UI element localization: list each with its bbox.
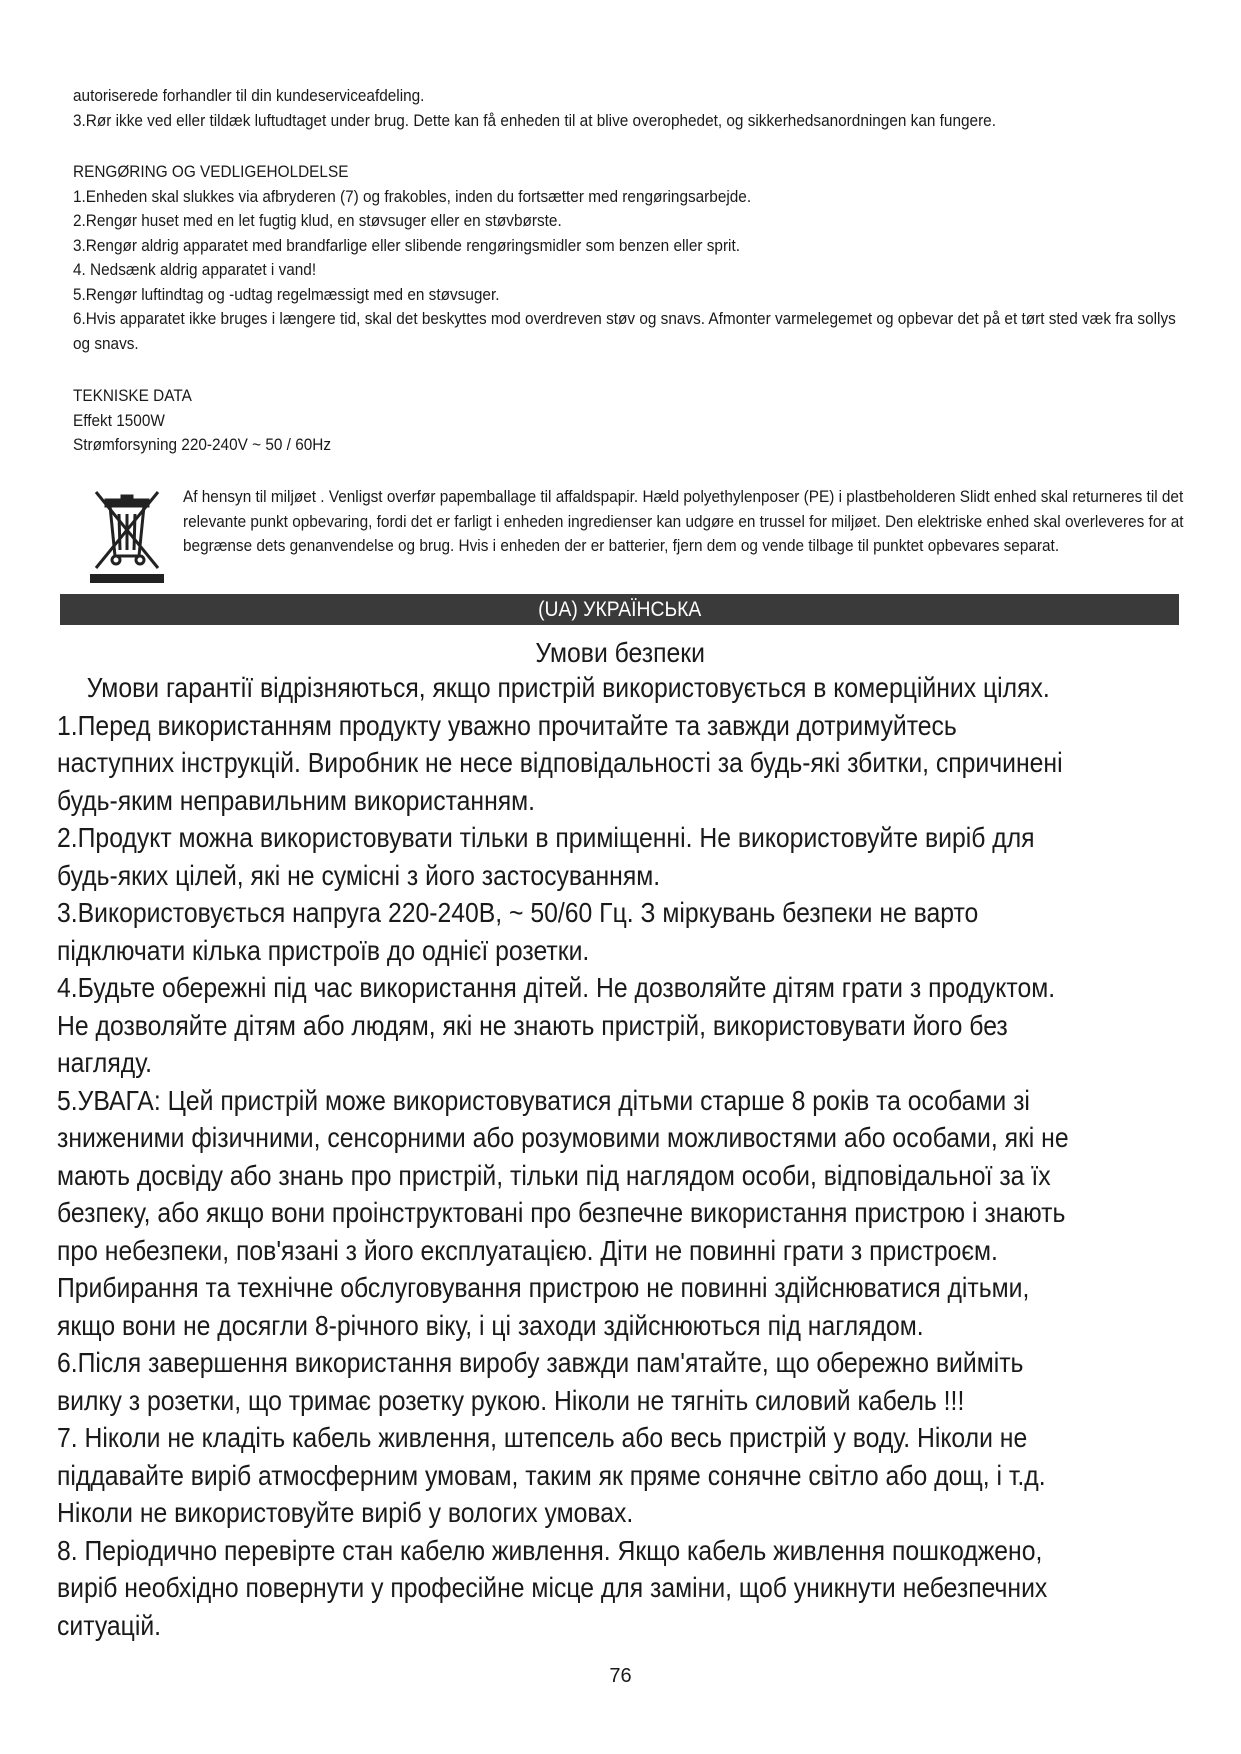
language-section-bar xyxy=(60,594,1179,625)
text-line: 6.Після завершення використання виробу завжди пам'ятайте, що обережно вийміть xyxy=(57,1347,1024,1378)
list-item: 6.Hvis apparatet ikke bruges i længere tid, skal det beskyttes mod overdreven støv og snavs. Afmonter varmelegemet og opbevar det på et tørt sted væk fra sollys og snavs. xyxy=(73,310,1176,353)
text-line: 8. Періодично перевірте стан кабелю живлення. Якщо кабель живлення пошкоджено, xyxy=(57,1534,1043,1566)
text-line: 3.Rør ikke ved eller tildæk luftudtaget under brug. Dette kan få enheden til at blive overophedet, og sikkerhedsanordningen kan fungere. xyxy=(73,111,996,130)
text-line: 1.Перед використанням продукту уважно прочитайте та завжди дотримуйтесь xyxy=(57,709,957,741)
section-heading: TEKNISKE DATA xyxy=(73,387,192,405)
text-line: про небезпеки, пов'язані з його експлуатацією. Діти не повинні грати з пристроєм. xyxy=(57,1234,998,1266)
text-line: якщо вони не досягли 8-річного віку, і ці заходи здійснюються під наглядом. xyxy=(57,1309,924,1341)
supply-value: Strømforsyning 220-240V ~ 50 / 60Hz xyxy=(73,436,332,454)
text-line: безпеку, або якщо вони проінструктовані про безпечне використання пристрою і знають xyxy=(57,1197,1066,1228)
text-line: нагляду. xyxy=(57,1047,152,1078)
language-label: (UA) УКРАЇНСЬКА xyxy=(537,598,702,621)
cleaning-section xyxy=(73,160,1241,356)
top-continuation xyxy=(73,84,1183,133)
text-line: піддавайте виріб атмосферним умовам, таким як пряме сонячне світло або дощ, і т.д. xyxy=(57,1459,1046,1491)
text-line: autoriserede forhandler til din kundeserviceafdeling. xyxy=(73,87,425,105)
page-title: Умови безпеки xyxy=(535,637,706,668)
text-line: мають досвіду або знань про пристрій, тільки під наглядом особи, відповідальної за їх xyxy=(57,1159,1051,1191)
text-line: Умови гарантії відрізняються, якщо пристрій використовується в комерційних цілях. xyxy=(86,672,1050,703)
text-line: 4.Будьте обережні під час використання дітей. Не дозволяйте дітям грати з продуктом. xyxy=(57,972,1056,1003)
text-line: виріб необхідно повернути у професійне місце для заміни, щоб уникнути небезпечних xyxy=(57,1572,1048,1603)
text-line: 3.Використовується напруга 220-240В, ~ 50/60 Гц. З міркувань безпеки не варто xyxy=(57,897,979,928)
text-line: зниженими фізичними, сенсорними або розумовими можливостями або особами, які не xyxy=(57,1122,1069,1153)
list-item: 1.Enheden skal slukkes via afbryderen (7) og frakobles, inden du fortsætter med rengøringsarbejde. xyxy=(73,187,752,206)
technical-data-section xyxy=(73,384,350,458)
text-line: наступних інструкцій. Виробник не несе відповідальності за будь-які збитки, спричинені xyxy=(57,747,1063,778)
text-line: 2.Продукт можна використовувати тільки в приміщенні. Не використовуйте виріб для xyxy=(57,822,1035,853)
list-item: 3.Rengør aldrig apparatet med brandfarlige eller slibende rengøringsmidler som benzen eller sprit. xyxy=(73,236,740,255)
text-line: 5.УВАГА: Цей пристрій може використовуватися дітьми старше 8 років та особами зі xyxy=(57,1084,1030,1116)
text-line: будь-яким неправильним використанням. xyxy=(57,784,536,816)
safety-text xyxy=(57,669,1241,1644)
page-number: 76 xyxy=(609,1665,632,1687)
text-line: будь-яких цілей, які не сумісні з його застосуванням. xyxy=(57,859,661,891)
text-line: Не дозволяйте дітям або людям, які не знають пристрій, використовувати його без xyxy=(57,1009,1008,1041)
environment-notice xyxy=(183,485,1241,559)
text-line: вилку з розетки, що тримає розетку рукою. Ніколи не тягніть силовий кабель !!! xyxy=(57,1384,965,1416)
power-value: Effekt 1500W xyxy=(73,411,165,430)
list-item: 4. Nedsænk aldrig apparatet i vand! xyxy=(73,261,317,279)
notice-text: Af hensyn til miljøet . Venligst overfør papemballage til affaldspapir. Hæld polyethylenposer (PE) i plastbeholderen Slidt enhed skal returneres til det relevante punkt opbevaring, fordi det er farligt i enheden ingredienser kan udgøre en trussel for miljøet. Den elektriske enhed skal overleveres for at begrænse dets genanvendelse og brug. Hvis i enheden der er batterier, fjern dem og vende tilbage til punktet opbevares separat. xyxy=(183,488,1184,555)
text-line: підключати кілька пристроїв до однієї розетки. xyxy=(57,934,590,966)
text-line: ситуацій. xyxy=(57,1609,162,1641)
text-line: Ніколи не використовуйте виріб у вологих умовах. xyxy=(57,1497,634,1528)
section-title xyxy=(0,634,1241,672)
list-item: 2.Rengør huset med en let fugtig klud, en støvsuger eller en støvbørste. xyxy=(73,212,562,230)
text-line: 7. Ніколи не кладіть кабель живлення, штепсель або весь пристрій у воду. Ніколи не xyxy=(57,1422,1028,1453)
section-heading: RENGØRING OG VEDLIGEHOLDELSE xyxy=(73,163,349,181)
list-item: 5.Rengør luftindtag og -udtag regelmæssigt med en støvsuger. xyxy=(73,285,500,304)
crossed-out-wheelie-bin-icon xyxy=(86,484,168,584)
text-line: Прибирання та технічне обслуговування пристрою не повинні здійснюватися дітьми, xyxy=(57,1272,1030,1303)
